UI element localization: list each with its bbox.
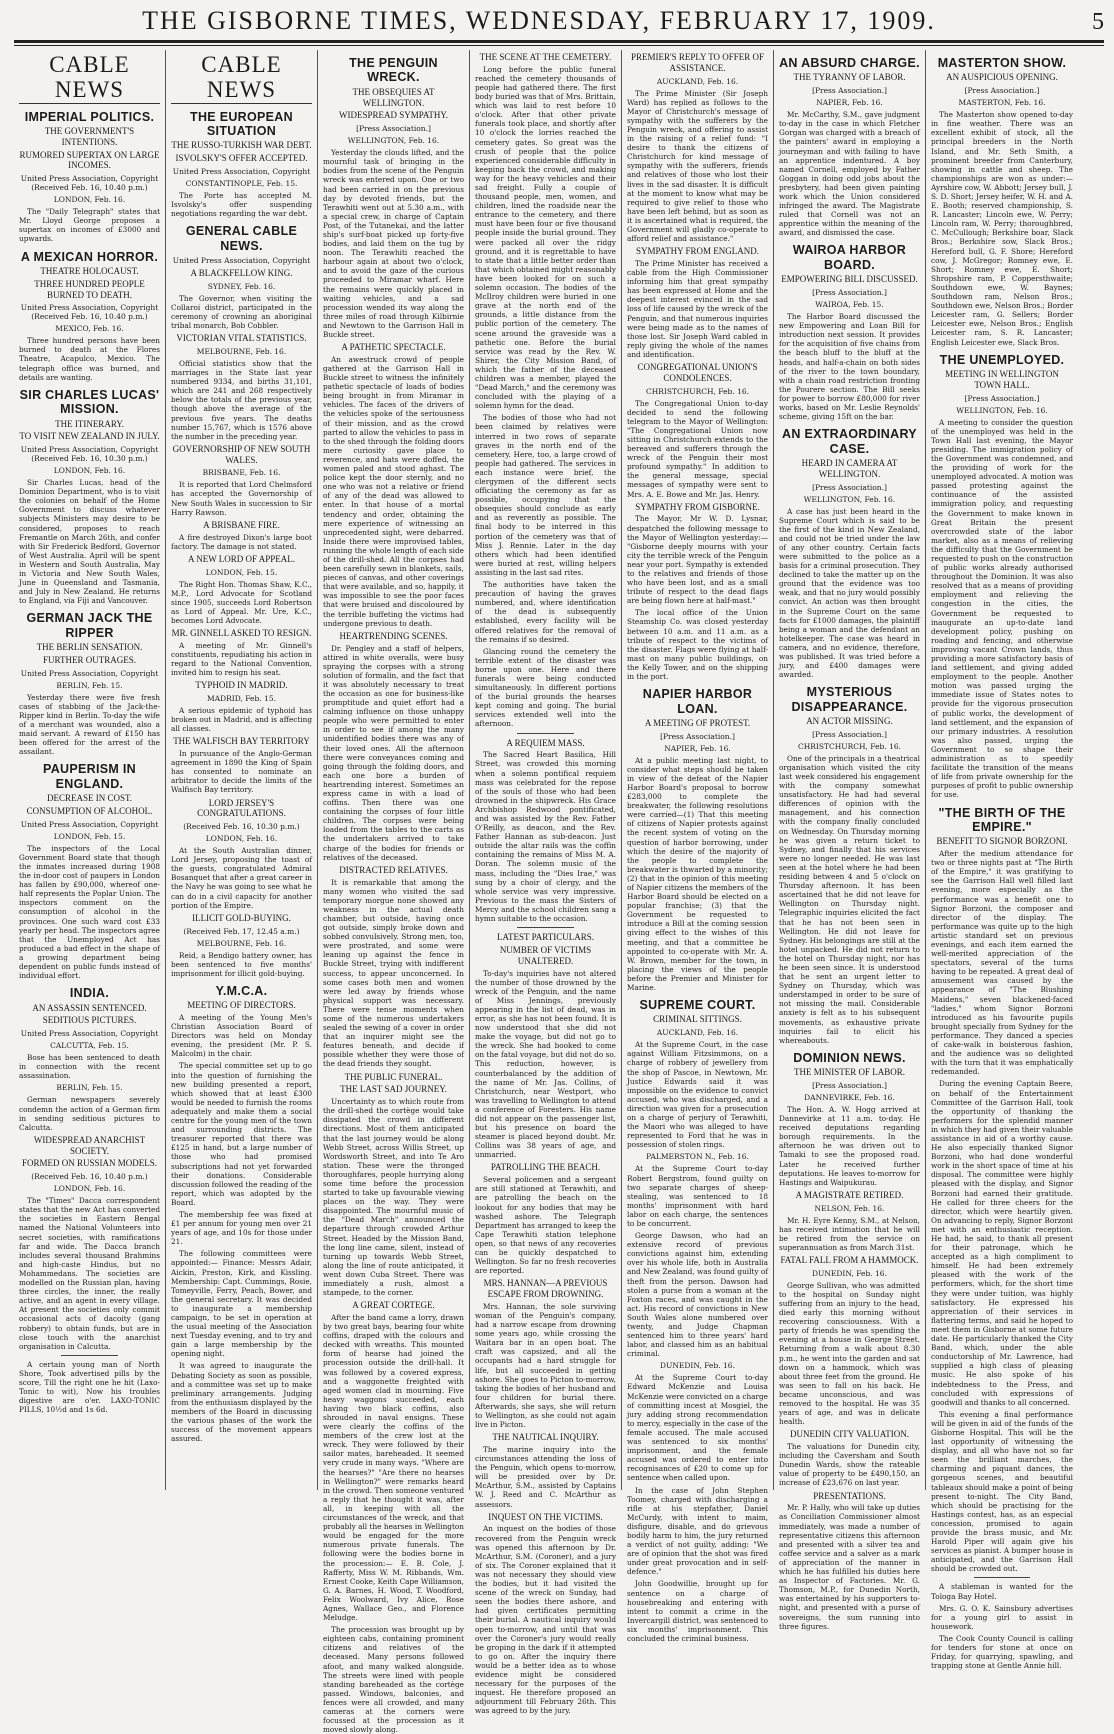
press-credit: (Received Feb. 16, 10.30 p.m.): [183, 822, 300, 832]
article-paragraph: The Cook County Council is calling for tenders for stone at once on Friday, for quarrying, spawling, and trapping stone at Gentle Annie hill.: [931, 1633, 1073, 1671]
article-paragraph: A certain young man of North Shore, Took advertised pills by the score, Till the right one he hit (Laxo-Tonic to wit), Now his troubles digestive are o'er. LAXO-TONIC PILLS, 10½d and 1s 6d.: [19, 1359, 160, 1415]
article-subheading: CONSUMPTION OF ALCOHOL.: [26, 805, 153, 816]
article-headline: GERMAN JACK THE RIPPER: [26, 611, 153, 640]
article-subheading: AN AUSPICIOUS OPENING.: [946, 72, 1058, 83]
dateline: CHRISTCHURCH, Feb. 16.: [797, 741, 902, 751]
column-rule: [974, 1577, 1031, 1578]
article-paragraph: The "Daily Telegraph" states that Mr. Lloyd George proposes a supertax on incomes of £3000 and upwards.: [19, 207, 160, 244]
article-paragraph: John Goodwillie, brought up for sentence on a charge of housebreaking and entering with intent to commit a crime in the Invercargill district, was sentenced to six months' imprisonment. This concluded the criminal business.: [627, 1579, 768, 1643]
article-paragraph: At the Supreme Court to-day Robert Bergstrom, found guilty on two separate charges of sheep-stealing, was sentenced to 18 months' imprisonment with hard labor on each charge, the sentences to be concurrent.: [627, 1164, 768, 1228]
article-paragraph: Official statistics show that the marriages in the State last year numbered 9334, and births 31,101, which are 241 and 268 respectively below the totals of the previous year, though above the average of the previous five years. The deaths number 15,767, which is 1576 above the number in the preceding year.: [171, 358, 312, 441]
article-paragraph: At a public meeting last night, to consider what steps should be taken in view of the defeat of the Napier Harbor Board's proposal to borrow £283,000 to complete the breakwater, the following resolutions were carried—(1) That this meeting of citizens of Napier protests against the recent system of voting on the question of harbor borrowing, under which the desire of the majority of the people to complete the breakwater is thwarted by a minority; (2) that in the opinion of this meeting of Napier citizens the members of the Harbor Board should be elected on a popular franchise; (3) that the Government be requested to introduce a Bill at the coming session giving effect to the wishes of this meeting, and that a committee be appointed to co-operate with Mr. A. W. Brown, member for the town, in placing the views of the people before the Premier and Minister for Marine.: [627, 755, 768, 993]
article-subheading: TYPHOID IN MADRID.: [195, 680, 288, 691]
article-subheading: TO VISIT NEW ZEALAND IN JULY.: [19, 431, 160, 442]
article-paragraph: George Sullivan, who was admitted to the hospital on Sunday night suffering from an injury to the head, died early this morning without recovering consciousness. With a party of friends he was spending the evening at a house in George Street. Returning from a walk about 8.30 p.m., he went into the garden and sat down on a hammock, which was about three feet from the ground. He was seen to fall on his back. He became unconscious, and was removed to the hospital. He was 35 years of age, and was in delicate health.: [779, 1280, 920, 1427]
article-headline: Y.M.C.A.: [215, 983, 268, 998]
press-credit: [Press Association.]: [812, 1081, 887, 1090]
article-paragraph: Reid, a Bendigo battery owner, has been sentenced to five months' imprisonment for illicit gold-buying.: [171, 950, 312, 978]
article-paragraph: A stableman is wanted for the Tologa Bay Hotel.: [931, 1582, 1073, 1601]
article-paragraph: Glancing round the cemetery the terrible extent of the disaster was borne upon one. Here and there funerals were being conducted simultaneously. In different portions of the burial grounds the hearses kept coming and going. The burial services extended well into the afternoon.: [475, 646, 616, 729]
article-subheading: DUNEDIN CITY VALUATION.: [789, 1429, 910, 1440]
article-paragraph: German newspapers severely condemn the action of a German firm in sending seditious pictures to Calcutta.: [19, 1095, 160, 1132]
article-headline: THE UNEMPLOYED.: [939, 352, 1065, 367]
article-subheading: INQUEST ON THE VICTIMS.: [488, 1511, 603, 1522]
article-headline: WAIROA HARBOR BOARD.: [792, 243, 907, 272]
article-subheading: HEARD IN CAMERA AT WELLINGTON.: [801, 457, 898, 479]
article-paragraph: An awestruck crowd of people gathered at the Garrison Hall in Buckle street to witness the infinitely pathetic spectacle of loads of bodies being brought in from Miramar in vehicles. The faces of the drivers of the vehicles spoke of the seriousness of their mission, and as the crowd parted to allow the vehicles to pass in to the shed through the folding doors mere curiosity gave place to reverence, and hats were doffed, the women paled and stood aghast. The police kept the door sternly, and no one who was not a relative or friend of any of the dead was allowed to enter. In that house of a mortal tendency and order, obtaining the mere experience of witnessing an unprecedented sight, were debarred. Inside there were improvised tables, running the whole length of each side of the drill-shed. All the corpses had been carefully sewn in blankets, sails, pieces of canvas, and other coverings that were available, and so, happily, it was impossible to see the poor faces that were bruised and discoloured by the terrible buffeting the victims had undergone previous to death.: [323, 354, 464, 628]
dateline: WELLINGTON, Feb. 16.: [347, 136, 440, 146]
column-1: [14, 50, 166, 1490]
article-paragraph: The following committees were appointed:— Finance: Messrs Adair, Aickin, Preston, Kirk, and Kissling. Membership: Capt. Cummings, Rosie, Tomeyville, Ferry, Peach, Bower, and the general secretary. It was decided to inaugurate a membership campaign, to be set in operation at the usual meeting of the Association next Tuesday evening, and to try and gain a large membership by the opening night.: [171, 1249, 312, 1359]
article-paragraph: At the Supreme Court to-day Edward McKenzie and Louisa McKenzie were convicted on a charge of committing incest at Mosgiel, the jury adding strong recommendation to mercy, especially in the case of the female accused. The male accused was sentenced to six months' imprisonment, and the female accused was ordered to enter into recognisances of £20 to come up for sentence when called upon.: [627, 1373, 768, 1483]
article-paragraph: After the band came a lorry, drawn by two great bays, bearing four white coffins, draped with the colours and decked with wreaths. This mounted form of hearse had joined the procession outside the drill-hall. It was followed by a covered express, and a waggonette freighted with aged women clad in mourning. Five heavy waggons succeeded, each having two black coffins, also shrouded in naval ensigns. These were clearly the coffins of the members of the crew lost at the wreck. They were followed by their sailor mates, bareheaded. It seemed very crude in many ways. "Where are the hearses?" "Are there no hearses in Wellington?" were remarks heard in the crowd. Then someone ventured a reply that he thought it was, after all, in keeping with all the circumstances of the wreck, and that probably all the hearses in Wellington would be engaged for the more numerous private funerals. The following were the bodies borne in the procession:— E. B. Cole, J. Rafferty, Miss W. M. Ribbands, Wm. Ernest Cooke, Keith Cape Williamson, G. A. Barnes, H. Wood, T. Woodford, Felix Woolward, Ivy Alice, Rose Agnes, Wallace Geo., and Florence Meludge.: [323, 1312, 464, 1623]
press-credit: United Press Association, Copyright (Received Feb. 16, 10.40 p.m.): [20, 174, 159, 193]
article-subheading: THE OBSEQUIES AT WELLINGTON.: [352, 86, 435, 108]
article-subheading: NUMBER OF VICTIMS UNALTERED.: [499, 944, 592, 966]
article-subheading: CONGREGATIONAL UNION'S CONDOLENCES.: [637, 362, 758, 383]
article-paragraph: George Dawson, who had an extensive record of previous convictions against him, extending over his whole life, both in Australia and New Zealand, was found guilty of theft from the person. Dawson had stolen a purse from a woman at the Foxton races, and was caught in the act. His record of convictions in New South Wales alone numbered over twenty, and Judge Chapman sentenced him to three years' hard labor, and classed him as an habitual criminal.: [627, 1231, 768, 1359]
dateline: SYDNEY, Feb. 16.: [207, 281, 276, 291]
press-credit: [Press Association.]: [964, 86, 1040, 96]
dateline: BRISBANE, Feb. 16.: [202, 468, 281, 478]
article-subheading: FURTHER OUTRAGES.: [43, 654, 136, 665]
press-credit: United Press Association, Copyright: [20, 819, 159, 829]
article-subheading: A MEETING OF PROTEST.: [644, 717, 751, 728]
column-7: [926, 50, 1078, 1671]
dateline: CONSTANTINOPLE, Feb. 15.: [185, 178, 298, 188]
article-paragraph: The special committee set up to go into the question of furnishing the new building presented a report, which showed that at least £300 would be needed to furnish the rooms adequately and make them a social centre for the young men of the town and surrounding districts. The treasurer reported that there was £125 in hand, but a large number of those who had promised subscriptions had not yet forwarded their donations. Considerable discussion followed the reading of the report, which was adopted by the Board.: [171, 1061, 312, 1207]
dateline: NAPIER, Feb. 16.: [664, 743, 731, 753]
article-subheading: MR. GINNELL ASKED TO RESIGN.: [171, 628, 312, 638]
article-paragraph: Sir Charles Lucas, head of the Dominion Department, who is to visit the colonies on behalf of the Home Government to discuss whatever subjects Ministers may desire to be considered, proposes to reach Fremantle on March 26th, and confer with Sir Frederick Bedford, Governor of West Australia. April will be spent in Western and South Australia, May in Victoria and New South Wales, June in Queensland and Tasmania, and July in New Zealand. He returns to England, via Fiji and Vancouver.: [19, 478, 160, 606]
press-credit: United Press Association, Copyright (Received Feb. 16, 10.40 p.m.): [20, 303, 159, 322]
article-paragraph: A meeting of the Young Men's Christian Association Board of Directors was held on Monday evening, the president (Mr. P. S. Malcolm) in the chair.: [171, 1013, 312, 1059]
column-4: [470, 50, 622, 1716]
article-headline: NAPIER HARBOR LOAN.: [642, 687, 753, 716]
dateline: CHRISTCHURCH, Feb. 16.: [645, 386, 750, 396]
article-paragraph: The Governor, when visiting the Collaroi district, participated in the ceremony of crowning an aboriginal tribal monarch, Bob Cobbler.: [171, 293, 312, 331]
article-subheading: BENEFIT TO SIGNOR BORZONI.: [936, 836, 1068, 847]
article-subheading: THE MINISTER OF LABOR.: [793, 1067, 905, 1078]
dateline: AUCKLAND, Feb. 16.: [656, 76, 739, 86]
columns-container: [14, 50, 1104, 1734]
column-3: [318, 50, 470, 1734]
article-subheading: THE RUSSO-TURKISH WAR DEBT.: [171, 140, 312, 151]
article-paragraph: Mrs. Hannan, the sole surviving woman of the Penguin's company, had a narrow escape from drowning some years ago, while crossing the Waitara bar in an open boat. The craft was capsized, and all the occupants had a hard struggle for life, but all succeeded in getting ashore. She goes to Picton to-morrow, taking the bodies of her husband and four children for burial there. Afterwards, she says, she will return to Wellington, as she could not again live in Picton.: [475, 1301, 616, 1430]
article-subheading: THEATRE HOLOCAUST.: [40, 265, 139, 276]
article-paragraph: Yesterday the clouds lifted, and the mournful task of bringing in the bodies from the scene of the Penguin wreck was entered upon. One or two had been carried in on the previous day by devoted friends, but the Terawhiti went out at 5.30 a.m., with a special crew, in charge of Captain Post, of the Tutanekai, and the latter ship's surf-boat picked up forty-five bodies, and laid them on the tug by noon. The Terawhiti reached the harbour again at about two o'clock, and to avoid the gaze of the curious proceeded to Miramar wharf. Here the remains were quickly placed in waiting vehicles, and a sad procession wended its way along the three miles of road through Kilbirnie and Newtown to the Garrison Hall in Buckle street.: [323, 148, 464, 340]
article-subheading: FORMED ON RUSSIAN MODELS.: [21, 1158, 158, 1169]
article-headline: MYSTERIOUS DISAPPEARANCE.: [791, 685, 908, 714]
article-subheading: THE NAUTICAL INQUIRY.: [492, 1432, 599, 1443]
article-subheading: THE SCENE AT THE CEMETERY.: [479, 52, 612, 62]
dateline: LONDON, Feb. 16.: [205, 834, 278, 844]
article-paragraph: A serious epidemic of typhoid has broken out in Madrid, and is affecting all classes.: [171, 705, 312, 734]
article-subheading: THREE HUNDRED PEOPLE BURNED TO DEATH.: [34, 278, 145, 300]
article-subheading: LORD JERSEY'S CONGRATULATIONS.: [197, 797, 286, 819]
article-paragraph: In pursuance of the Anglo-German agreement in 1890 the King of Spain has consented to nominate an arbitrator to decide the limits of the Walfisch Bay territory.: [171, 749, 312, 795]
article-paragraph: The Harbor Board discussed the new Empowering and Loan Bill for introduction next session. It provides for the acquisition of five chains from the beach bluff to the bluff at the heads, and half-a-chain on both sides of the river to the town boundary, with a chain road restriction fronting the Pourere section. The Bill seeks for power to borrow £80,000 for river works, based on Mr. Leslie Reynolds' scheme, giving 15ft on the bar.: [779, 312, 920, 422]
dateline: MELBOURNE, Feb. 16.: [196, 346, 287, 356]
article-paragraph: To-day's inquiries have not altered the number of those drowned by the wreck of the Penguin, and the name of Miss Jennings, previously appearing in the list of dead, was in error, as she has not been found. It is now understood that she did not make the voyage, but did not go to the wreck. She had booked to come on the fatal voyage, but did not do so. This reduction, however, is counterbalanced by the addition of the name of Mr. Jas. Collins, of Christchurch, near Westport, who was travelling to Wellington to attend a conference of Foresters. His name did not appear on the passenger list, but his presence on board the steamer is placed beyond doubt. Mr. Collins was 38 years of age, and unmarried.: [475, 968, 616, 1160]
article-subheading: WIDESPREAD ANARCHIST SOCIETY.: [33, 1134, 146, 1156]
article-subheading: THE ITINERARY.: [55, 418, 124, 429]
article-subheading: DISTRACTED RELATIVES.: [339, 864, 448, 875]
article-subheading: THE BERLIN SENSATION.: [36, 642, 143, 653]
dateline: LONDON, Feb. 16.: [53, 1184, 126, 1194]
article-paragraph: Mr. H. Eyre Kenny, S.M., at Nelson, has received intimation that he will be retired from the service on superannuation as from March 31st.: [779, 1215, 920, 1252]
article-paragraph: In the case of John Stephen Toomey, charged with discharging a rifle at his stepfather, Daniel McCurdy, with intent to maim, disfigure, disable, and do grievous bodily harm to him, the jury returned a verdict of not guilty, adding: "We are of opinion that the shot was fired under great provocation and in self-defence.": [627, 1485, 768, 1577]
article-subheading: GOVERNORSHIP OF NEW SOUTH WALES.: [172, 443, 311, 465]
article-paragraph: The Porte has accepted M. Isvolsky's offer suspending negotiations regarding the war debt.: [171, 190, 312, 219]
article-subheading: MEETING IN WELLINGTON TOWN HALL.: [945, 368, 1059, 390]
dateline: CALCUTTA, Feb. 15.: [50, 1041, 129, 1051]
article-paragraph: The Right Hon. Thomas Shaw, K.C., M.P., Lord Advocate for Scotland since 1905, succeeds Lord Robertson as Lord of Appeal. Mr. Ure, K.C., becomes Lord Advocate.: [171, 579, 312, 625]
section-banner: CABLE NEWS: [19, 52, 160, 104]
article-subheading: A MAGISTRATE RETIRED.: [795, 1189, 904, 1200]
article-paragraph: The Congregational Union to-day decided to send the following telegram to the Mayor of Wellington: "The Congregational Union now sitting in Christchurch extends to the bereaved and sufferers through the wreck of the Penguin their most profound sympathy." In addition to the general message, special messages of sympathy were sent to Mrs. A. E. Bowe and Mr. Jas. Henry.: [627, 398, 768, 499]
article-paragraph: The Prime Minister has received a cable from the High Commissioner informing him that great sympathy has been expressed at Home and the deepest interest evinced in the sad loss of life caused by the wreck of the Penguin, and that numerous inquiries were being made as to the names of those lost. Sir Joseph Ward cabled in reply giving the whole of the names and identification.: [627, 258, 768, 359]
dateline: WELLINGTON, Feb. 16.: [956, 405, 1048, 415]
article-paragraph: At the South Australian dinner, Lord Jersey, proposing the toast of the guests, congratulated Admiral Bosanquet that after a great career in the Navy he was going to see what he can do in a civil capacity for another portion of the Empire.: [171, 846, 312, 910]
article-paragraph: Mr. P. Hally, who will take up duties as Conciliation Commissioner almost immediately, was made a number of representative citizens this afternoon and presented with a silver tea and coffee service and a salver as a mark of appreciation of the manner in which he has fulfilled his duties here as Inspector of Factories. Mr. G. Thomson, M.P., for Dunedin North, was entertained by his supporters to-night, and presented with a purse of sovereigns, the sum running into three figures.: [779, 1503, 920, 1631]
article-subheading: THE GOVERNMENT'S INTENTIONS.: [44, 125, 135, 147]
article-paragraph: The "Times" Dacca correspondent states that the new Act has converted the societies in Eastern Bengal named the National Volunteers into secret societies, with ramifications far and wide. The Dacca branch includes several thousand Brahmins and high-caste Hindus, but no Mohammedans. The societies are modelled on the Russian plan, having three circles, the inner, the really active, and an agent in every village. At present the societies only commit occasional acts of dacoity (gang robbery) to obtain funds, but are in close touch with the anarchist organisation in Calcutta.: [19, 1196, 160, 1351]
press-credit: [Press Association.]: [812, 86, 887, 96]
dateline: LONDON, Feb. 16.: [53, 195, 126, 205]
article-paragraph: The Mayor, Mr W. D. Lysnar, despatched the following message to the Mayor of Wellington yesterday:— "Gisborne deeply mourns with your city the terrible wreck of the Penguin near your port. Sympathy is extended to the relatives and friends of those who have been lost, and as a small tribute of respect to the dead flags are being flown here at half-mast.": [627, 514, 768, 606]
article-subheading: A BRISBANE FIRE.: [203, 519, 280, 530]
press-credit: [Press Association.]: [812, 729, 887, 739]
article-subheading: RUMORED SUPERTAX ON LARGE INCOMES.: [19, 149, 160, 171]
article-paragraph: Yesterday there were five fresh cases of stabbing of the Jack-the-Ripper kind in Berlin. To-day the wife of a merchant was wounded, also a maid servant. A reward of £150 has been offered for the arrest of the assailant.: [19, 692, 160, 757]
dateline: PALMERSTON N., Feb. 16.: [646, 1152, 749, 1162]
dateline: NAPIER, Feb. 16.: [816, 98, 883, 108]
dateline: MELBOURNE, Feb. 16.: [196, 938, 287, 948]
article-headline: SUPREME COURT.: [639, 998, 756, 1013]
article-paragraph: The Masterton show opened to-day in fine weather. There was an excellent exhibit of stock, all the principal breeders in the North Island, and Mr. Seth Smith, a prominent breeder from Canterbury, showing in cattle and sheep. The championships are won as under:—Ayrshire cow, W. Abbott; Jersey bull, J. S. D. Short; Jersey heifer, W. H. and A. E. Booth; reserved championship, S. R. Lancaster; Lincoln ewe, W. Perry; Lincoln ram, W. Perry; thoroughbred, C. McCullough; Berkshire boar, Slack Bros.; Berkshire sow, Slack Bros.; Hereford bull, G. F. Shore; Hereford cow, J. McGregor; Romney ewe, E. Short; Romney ewe, E. Short; Shropshire ram, P. Coppersthwaite; Southdown ewe, W. Baynes; Southdown ram, Nelson Bros.; Southdown ewe, Nelson Bros.; Border Leicester ram, G. Sellers; Border Leicester ewe, Nelson Bros.; English Leicester ram, S. R. Lancaster; English Leicester ewe, Slack Bros.: [931, 110, 1073, 347]
dateline: AUCKLAND, Feb. 16.: [656, 1028, 739, 1038]
article-paragraph: Three hundred persons have been burned to death at the Flores Theatre, Acapulco, Mexico. The telegraph office was burned, and details are wanting.: [19, 336, 160, 382]
article-subheading: SEDITIOUS PICTURES.: [42, 1015, 137, 1026]
article-paragraph: It is remarkable that among the many women who visited the sad temporary morgue none showed any weakness in the actual death chamber, but outside, having once got outside, simply broke down and sobbed convulsively. Strong men, too, were prostrated, and some were leaning up against the fence in Buckle Street, trying with indifferent success, to appear unconcerned. In some cases both men and women were led away by friends whose physical support was necessary. There were tense moments when some of the numerous undertakers sealed the sewing of a cover in order that an inquirer might see the features beneath, and decide if possible whether they were those of the dead friends they sought.: [323, 877, 464, 1069]
section-banner: CABLE NEWS: [171, 52, 312, 104]
article-headline: IMPERIAL POLITICS.: [24, 109, 155, 124]
dateline: DANNEVIRKE, Feb. 16.: [804, 1093, 895, 1102]
article-paragraph: The Sacred Heart Basilica, Hill Street, was crowded this morning when a solemn pontifical requiem mass was celebrated for the repose of the souls of those who had been drowned in the shipwreck. His Grace Archbishop Redwood pontificated, and was assisted by the Rev. Father O'Reilly, as deacon, and the Rev. Father Hannan as sub-deacon. Just outside the altar rails was the coffin containing the remains of Miss M. A. Doran. The solemn music of the mass, including the "Dies Irae," was sung by a choir of clergy, and the whole service was very impressive. Previous to the mass the Sisters of Mercy and the school children sang a hymn suitable to the occasion.: [475, 750, 616, 924]
article-paragraph: The Prime Minister (Sir Joseph Ward) has replied as follows to the Mayor of Christchurch's message of sympathy with the sufferers by the Penguin wreck, and offering to assist in the raising of a relief fund: "I desire to thank the citizens of Christchurch for kind message of sympathy with the sufferers, friends and relatives of those who lost their lives in the sad disaster. It is difficult at the moment to know what may be required to give relief to those who have been left behind, but as soon as it is ascertained what is required, the Government will gladly co-operate to afford relief and assistance.": [627, 88, 768, 244]
column-rule: [61, 1355, 117, 1356]
article-headline: MASTERTON SHOW.: [937, 56, 1067, 70]
article-subheading: ILLICIT GOLD-BUYING.: [192, 912, 291, 923]
dateline: LONDON, Feb. 15.: [205, 567, 278, 577]
article-headline: SIR CHARLES LUCAS' MISSION.: [19, 387, 160, 417]
article-paragraph: The valuations for Dunedin city, including the Caversham and South Dunedin Wards, show the rateable value of property to be £490,150, an increase of £23,676 on last year.: [779, 1442, 920, 1488]
article-paragraph: During the evening Captain Beere, on behalf of the Entertainment Committee of the Garrison Hall, took the opportunity of thanking the performers for the splendid manner in which they had given their valuable assistance in aid of a worthy cause. He also especially thanked Signor Borzoni, who had done wonderful work in the short space of time at his disposal. The committee were highly pleased with the display, and Signor Borzoni had earned their gratitude. He called for three cheers for the director, which were heartily given. On advancing to reply, Signor Borzoni met with an enthusiastic reception. He had, he said, to thank all present for their patronage, which he accepted as a high compliment to himself. He had been extremely pleased with the work of the performers, which, for the short time they were under tuition, was highly satisfactory. He expressed his appreciation of their services in flattering terms, and said he hoped to meet them in Gisborne at some future date. He particularly thanked the City Band, which, under the able conductorship of Mr. Lawrence, had supplied a high class of pleasing music. He also spoke of his indebtedness to the Press, and concluded with expressions of goodwill and thanks to all concerned.: [931, 1079, 1073, 1407]
article-subheading: THE WALFISCH BAY TERRITORY: [173, 736, 310, 747]
article-subheading: SYMPATHY FROM ENGLAND.: [635, 246, 760, 257]
article-headline: "THE BIRTH OF THE EMPIRE.": [938, 805, 1066, 834]
article-paragraph: A meeting to consider the question of the unemployed was held in the Town Hall last evening, the Mayor presiding. The immigration policy of the Government was condemned, and the providing of work for the unemployed advocated. A motion was passed protesting against the continuance of the assisted immigration policy, and requesting the Government to make known in Great Britain the present overcrowded state of the labor market, also as a means of relieving the difficulty that the Government be requested to push on the construction of public works already authorised throughout the Dominion. It was also resolved that as a means of providing employment and relieving the congestion in the cities, the Government be requested to inaugurate an up-to-date land development policy, pushing on roading and fencing, and otherwise improving vacant Crown lands, thus providing a more satisfactory basis of land settlement, and giving added employment to the people. Another motion was passed urging the immediate issue of States notes to provide for the vigorous prosecution of public works, the development of land settlement, and the expansion of our primary industries. A resolution was also passed, urging the Government to so shape their administration as to speedily facilitate the transition of the means of life from private ownership for the purposes of profit to public ownership for use.: [931, 417, 1073, 800]
article-subheading: EMPOWERING BILL DISCUSSED.: [781, 274, 918, 285]
article-subheading: VICTORIAN VITAL STATISTICS.: [176, 333, 307, 344]
article-headline: AN ABSURD CHARGE.: [779, 56, 920, 70]
article-subheading: CRIMINAL SITTINGS.: [653, 1014, 742, 1025]
press-credit: [Press Association.]: [812, 482, 887, 492]
article-subheading: A NEW LORD OF APPEAL.: [187, 553, 296, 564]
press-credit: [Press Association.]: [660, 731, 735, 741]
article-subheading: A PATHETIC SPECTACLE.: [341, 342, 446, 353]
article-paragraph: At the Supreme Court, in the case against William Fitzsimmons, on a charge of robbery of jewellery from the shop of Pascoe, in Newtown, Mr. Justice Edwards said it was impossible on the evidence to convict accused, who was discharged, and a direction was given for a prosecution on a charge of perjury of Terawhiti, the Maori who was alleged to have represented to Ford that he was in possession of stolen rings.: [627, 1040, 768, 1150]
article-headline: AN EXTRAORDINARY CASE.: [782, 427, 917, 456]
article-headline: A MEXICAN HORROR.: [20, 249, 159, 264]
dateline: BERLIN, Feb. 15.: [56, 1083, 123, 1093]
press-credit: United Press Association, Copyright: [20, 668, 159, 678]
article-headline: THE EUROPEAN SITUATION: [190, 109, 293, 138]
article-paragraph: The Hon. A. W. Hogg arrived at Dannevirke at 11 a.m. to-day. He received deputations regarding borough requirements. In the afternoon he was driven out to Tamaki to see the proposed road. Later he received further deputations. He leaves to-morrow for Hastings and Waipukurau.: [779, 1105, 920, 1187]
article-headline: GENERAL CABLE NEWS.: [185, 224, 298, 253]
article-subheading: PREMIER'S REPLY TO OFFER OF ASSISTANCE.: [630, 52, 765, 73]
article-subheading: DECREASE IN COST.: [46, 793, 133, 804]
article-paragraph: An inquest on the bodies of those recovered from the Penguin wreck was opened this afternoon by Dr. McArthur, S.M. (Coroner), and a jury of six. The Coroner explained that it was not necessary they should view the bodies, but it had visited the scene of the wreck on Sunday, had seen the bodies there ashore, and had given certificates permitting their burial. A nautical inquiry would open to-morrow, and until that was over the Coroner's jury would really be groping in the dark if it attempted to go on. After the inquiry there would be a better idea as to whose evidence might be considered necessary for the purposes of the inquest. He therefore proposed an adjournment till February 26th. This was agreed to by the jury.: [475, 1524, 616, 1716]
article-paragraph: After the medium attendance for two or three nights past at "The Birth of the Empire," it was gratifying to see the Garrison Hall well filled last evening, more especially as the performance was a benefit one to Signor Borzoni, the composer and director of the display. The performance was quite up to the high artistic standard set on previous evenings, and each item earned the well-merited appreciation of the spectators, several of the turns having to be repeated. A great deal of amusement was caused by the appearance of "The Blushing Maidens," seven blackened-faced "ladies," whom Signor Borzoni introduced as his favourite pupils brought specially from Sydney for the performance. They danced a species of cake-walk in boisterous fashion, and the audience was so delighted with the turn that it was emphatically redemanded.: [931, 849, 1073, 1077]
article-subheading: AN ACTOR MISSING.: [806, 716, 893, 727]
article-paragraph: The procession was brought up by eighteen cabs, containing prominent citizens and relatives of the deceased. Many persons followed afoot, and many walked alongside. The streets were lined with people standing bareheaded as the cortège passed. Windows, balconies, and fences were all crowded, and many cameras at the corners were focussed at the procession as it moved slowly along.: [323, 1625, 464, 1734]
column-rule: [517, 927, 573, 928]
article-paragraph: The bodies of those who had not been claimed by relatives were interred in two rows of separate graves in the north end of the cemetery. Here, too, a large crowd of people had gathered. The services in each instance were brief, the clergymen of the different sects officiating the ceremony as far as possible, occupying that the obsequies should conclude as early and as reverently as possible. The final body to be interred in this portion of the cemetery was that of Miss J. Rennie. Later in the day others which had been identified were buried at rest, willing helpers assisting in the last sad rites.: [475, 413, 616, 577]
article-subheading: WIDESPREAD SYMPATHY.: [338, 110, 449, 121]
article-subheading: LATEST PARTICULARS.: [497, 932, 594, 943]
article-subheading: SYMPATHY FROM GISBORNE.: [635, 501, 760, 512]
press-credit: (Received Feb. 16, 10.40 p.m.): [31, 1172, 148, 1182]
press-credit: United Press Association, Copyright: [172, 166, 311, 176]
article-paragraph: A meeting of Mr. Ginnell's constituents, repudiating his action in regard to the National Convention, invited him to resign his seat.: [171, 640, 312, 678]
press-credit: [Press Association.]: [356, 124, 431, 134]
article-paragraph: Uncertainty as to which route from the drill-shed the cortège would take dissipated the crowd in different directions. Most of them anticipated that the last journey would be along Webb Street, across Willis Street, up Wordsworth Street, and into Te Aro station. These were the thronged thoroughfares, people hurrying along some time before the procession started to take up favourable viewing places on the way. They were disappointed. The mournful music of the "Dead March" announced the departure through crowded Arthur Street. Headed by the Mission Band, the long line came, silent, instead of turning up towards Webb Street, along the line of route anticipated, it went down Cuba Street. There was immediately a rush, almost a stampede, to the corner.: [323, 1097, 464, 1298]
article-paragraph: This evening a final performance will be given in aid of the funds of the Gisborne Hospital. This will be the last opportunity of witnessing the display, and all who have not so far seen the brilliant marches, the charming and piquant dances, the gorgeous scenes, and beautiful tableaux should make a point of being present to-night. The City Band, which should be practising for the Hastings contest, has, as an especial concession, promised to again provide the brass music, and Mr. Harold Piper will again give his services as pianist. A bumper house is anticipated, and the Garrison Hall should be crowded out.: [931, 1409, 1073, 1574]
article-subheading: THE TYRANNY OF LABOR.: [793, 72, 906, 83]
dateline: BERLIN, Feb. 15.: [56, 680, 123, 690]
column-2: [166, 50, 318, 1490]
article-paragraph: Long before the public funeral reached the cemetery thousands of people had gathered there. The first body buried was that of Mrs. Brittain, which was laid to rest before 10 o'clock. After that other private funerals took place, and shortly after 10 o'clock the lorries reached the cemetery gates. So great was the crush of people that the police experienced considerable difficulty in keeping back the crowd, and making way for the heavy vehicles and their sad freight. Fully a couple of thousand people, men, women, and children, lined the roadside near the entrance to the cemetery, and there must have been four or five thousand people inside the burial ground. They were packed all over the ridgy ground, and it is regrettable to have to state that a little better order than that which obtained might reasonably have been looked for on such a solemn occasion. The bodies of the McIlroy children were buried in one grave at the north end of the grounds, a little distance from the public portion of the cemetery. The scene around the graveside was a pathetic one. Before the burial service was read by the Rev. W. Shirer, the City Mission Band, of which the father of the deceased children was a member, played the "Dead March," and the ceremony was concluded with the playing of a solemn hymn for the dead.: [475, 64, 616, 411]
article-paragraph: Bose has been sentenced to death in connection with the recent assassination.: [19, 1053, 160, 1081]
article-headline: INDIA.: [69, 986, 110, 1001]
masthead-title: THE GISBORNE TIMES, WEDNESDAY, FEBRUARY 17, 1909.: [142, 6, 936, 35]
dateline: NELSON, Feb. 16.: [814, 1203, 885, 1213]
press-credit: [Press Association.]: [812, 288, 887, 298]
article-paragraph: The inspectors of the Local Government Board state that though the inmates increased during 1908 the in-door cost of paupers in London has fallen by £90,000, whereof one-half represents the Poplar Union. The inspectors comment on the consumption of alcohol in the provinces. One such ward cost £33 yearly per head. The inspectors agree that the Unemployed Act has produced a bad effect in the shape of a growing department being dependent on public funds instead of individual effort.: [19, 843, 160, 981]
masthead-rule: [14, 40, 1104, 46]
dateline: DUNEDIN, Feb. 16.: [660, 1361, 735, 1371]
article-subheading: THE LAST SAD JOURNEY.: [340, 1084, 447, 1095]
article-headline: DOMINION NEWS.: [793, 1050, 906, 1065]
press-credit: United Press Association, Copyright: [172, 255, 311, 265]
article-paragraph: Mr. McCarthy, S.M., gave judgment to-day in the case in which Fletcher Gorgan was charged with a breach of the painters' award in employing a journeyman and with failing to have an apprentice indentured. A boy named Cornell, employed by Father Goggan in doing odd jobs about the presbytery, had been given painting work which the Union considered infringed the award. The Magistrate ruled that Cornell was not an apprentice within the meaning of the award, and dismissed the case.: [779, 110, 920, 238]
column-6: [774, 50, 926, 1631]
masthead: [14, 6, 1104, 40]
press-credit: [Press Association.]: [964, 393, 1040, 403]
article-paragraph: The authorities have taken the precaution of having the graves numbered, and, where identification of the dead is subsequently established, every facility will be offered relatives for the removal of the remains if so desired.: [475, 580, 616, 644]
article-paragraph: One of the principals in a theatrical organisation which visited the city last week considered his engagement with the company somewhat unsatisfactory. He had had several differences of opinion with the management, and his connection with the company finally concluded on Wednesday. On Thursday morning he was given a return ticket to Sydney, and finally that his services were no longer needed. He was last seen at the hotel where he had been residing between 4 and 5 o'clock on Thursday afternoon. It has been ascertained that he did not leave for Wellington on Thursday night. Telegraphic inquiries elicited the fact that he has not been seen in Wellington. He did not leave for Sydney. His belongings are still at the hotel unpacked. He did not return to the hotel on Thursday night, nor has he been seen since. It is understood that he sent an urgent letter to Sydney on Thursday, which was understamped in order to be sure of not missing the mail. Considerable anxiety is felt as to his subsequent movements, as exhaustive private inquiries fail to elicit his whereabouts.: [779, 753, 920, 1045]
column-rule: [517, 733, 573, 734]
article-subheading: AN ASSASSIN SENTENCED.: [32, 1002, 147, 1013]
article-subheading: HEARTRENDING SCENES.: [339, 630, 448, 641]
article-subheading: THE PUBLIC FUNERAL.: [344, 1071, 443, 1082]
article-headline: THE PENGUIN WRECK.: [349, 56, 438, 85]
article-subheading: A BLACKFELLOW KING.: [190, 267, 293, 278]
article-paragraph: The marine inquiry into the circumstances attending the loss of the Penguin, which opens to-morrow, will be presided over by Dr. McArthur, S.M., assisted by Captains W. J. Reed and C. McArthur as assessors.: [475, 1445, 616, 1509]
dateline: LONDON, Feb. 15.: [53, 831, 126, 841]
dateline: WELLINGTON, Feb. 16.: [803, 494, 896, 504]
article-paragraph: Dr. Pengley and a staff of helpers, attired in white overalls, were busy spraying the corpses with a strong solution of formalin, and the fact that it was absolutely necessary to treat the occasion as one for business-like promptitude and quiet effort had a calming influence on those unhappy people who were permitted to enter in order to see if among the many unidentified bodies there was any of their loved ones. All the afternoon there were conveyances coming and going through the folding doors, and each one bore a burden of heartrending interest. Sometimes an express came in with a load of coffins. Then there was one containing the corpses of four little children. The corpses were being loaded from the tables to the carts as the undertakers arrived to take charge of the bodies for friends or relatives of the deceased.: [323, 643, 464, 862]
dateline: LONDON, Feb. 16.: [53, 466, 126, 476]
dateline: MASTERTON, Feb. 16.: [958, 98, 1046, 108]
article-subheading: A REQUIEM MASS.: [506, 737, 585, 748]
press-credit: United Press Association, Copyright: [20, 1029, 159, 1039]
dateline: DUNEDIN, Feb. 16.: [812, 1268, 887, 1278]
article-subheading: ISVOLSKY'S OFFER ACCEPTED.: [175, 153, 308, 164]
column-5: [622, 50, 774, 1643]
article-subheading: MRS. HANNAN—A PREVIOUS ESCAPE FROM DROWNING.: [483, 1278, 608, 1300]
article-paragraph: The local office of the Union Steamship Co. was closed yesterday between 10 a.m. and 11 a.m. as a tribute of respect to the victims of the disaster. Flags were flying at half-mast on many public buildings, on the Kelly Tower, and on the shipping in the port.: [627, 608, 768, 682]
dateline: MADRID, Feb. 15.: [207, 693, 276, 703]
article-paragraph: It was agreed to inaugurate the Debating Society as soon as possible, and a committee was set up to make preliminary arrangements. Judging from the enthusiasm displayed by the members of the Board in discussing the various phases of the work the success of the movement appears assured.: [171, 1361, 312, 1444]
press-credit: United Press Association, Copyright (Received Feb. 16, 10.30 p.m.): [20, 445, 159, 464]
article-paragraph: Several policemen and a sergeant are still stationed at Terawhiti, and are patrolling the beach on the lookout for any bodies that may be washed ashore. The Telegraph Department has arranged to keep the Cape Terawhiti station telephone open, so that news of any recoveries can be quickly despatched to Wellington. So far no fresh recoveries are reported.: [475, 1175, 616, 1276]
article-paragraph: A case has just been heard in the Supreme Court which is said to be the first of the kind in New Zealand, and could not be tried under the law of any other country. Certain facts were submitted to the police as a basis for a criminal prosecution. They declined to take the matter up on the ground that the evidence was too weak, and that no jury would possibly convict. An action was then brought in the Supreme Court on the same facts for £1000 damages, the plaintiff being a woman and the defendant an hotelkeeper. The case was heard in camera, and no evidence, therefore, was published. It was tried before a jury, and £400 damages were awarded.: [779, 506, 920, 680]
press-credit: (Received Feb. 17, 12.45 a.m.): [183, 926, 300, 936]
article-paragraph: The membership fee was fixed at £1 per annum for young men over 21 years of age, and 10s for those under 21.: [171, 1209, 312, 1247]
article-paragraph: A fire destroyed Dixon's large boot factory. The damage is not stated.: [171, 532, 312, 551]
article-headline: PAUPERISM IN ENGLAND.: [43, 762, 136, 791]
article-subheading: PATROLLING THE BEACH.: [490, 1162, 601, 1173]
article-subheading: MEETING OF DIRECTORS.: [187, 1000, 296, 1011]
dateline: WAIROA, Feb. 15.: [815, 300, 884, 310]
article-paragraph: Mrs. G. O. K. Sainsbury advertises for a young girl to assist in housework.: [931, 1603, 1073, 1631]
article-paragraph: It is reported that Lord Chelmsford has accepted the Governorship of New South Wales in succession to Sir Harry Rawson.: [171, 480, 312, 517]
article-subheading: A GREAT CORTEGE.: [352, 1300, 435, 1311]
page-number: 5: [1092, 9, 1104, 35]
article-subheading: PRESENTATIONS.: [813, 1490, 886, 1501]
article-subheading: FATAL FALL FROM A HAMMOCK.: [780, 1255, 919, 1266]
dateline: MEXICO, Feb. 16.: [55, 324, 124, 334]
